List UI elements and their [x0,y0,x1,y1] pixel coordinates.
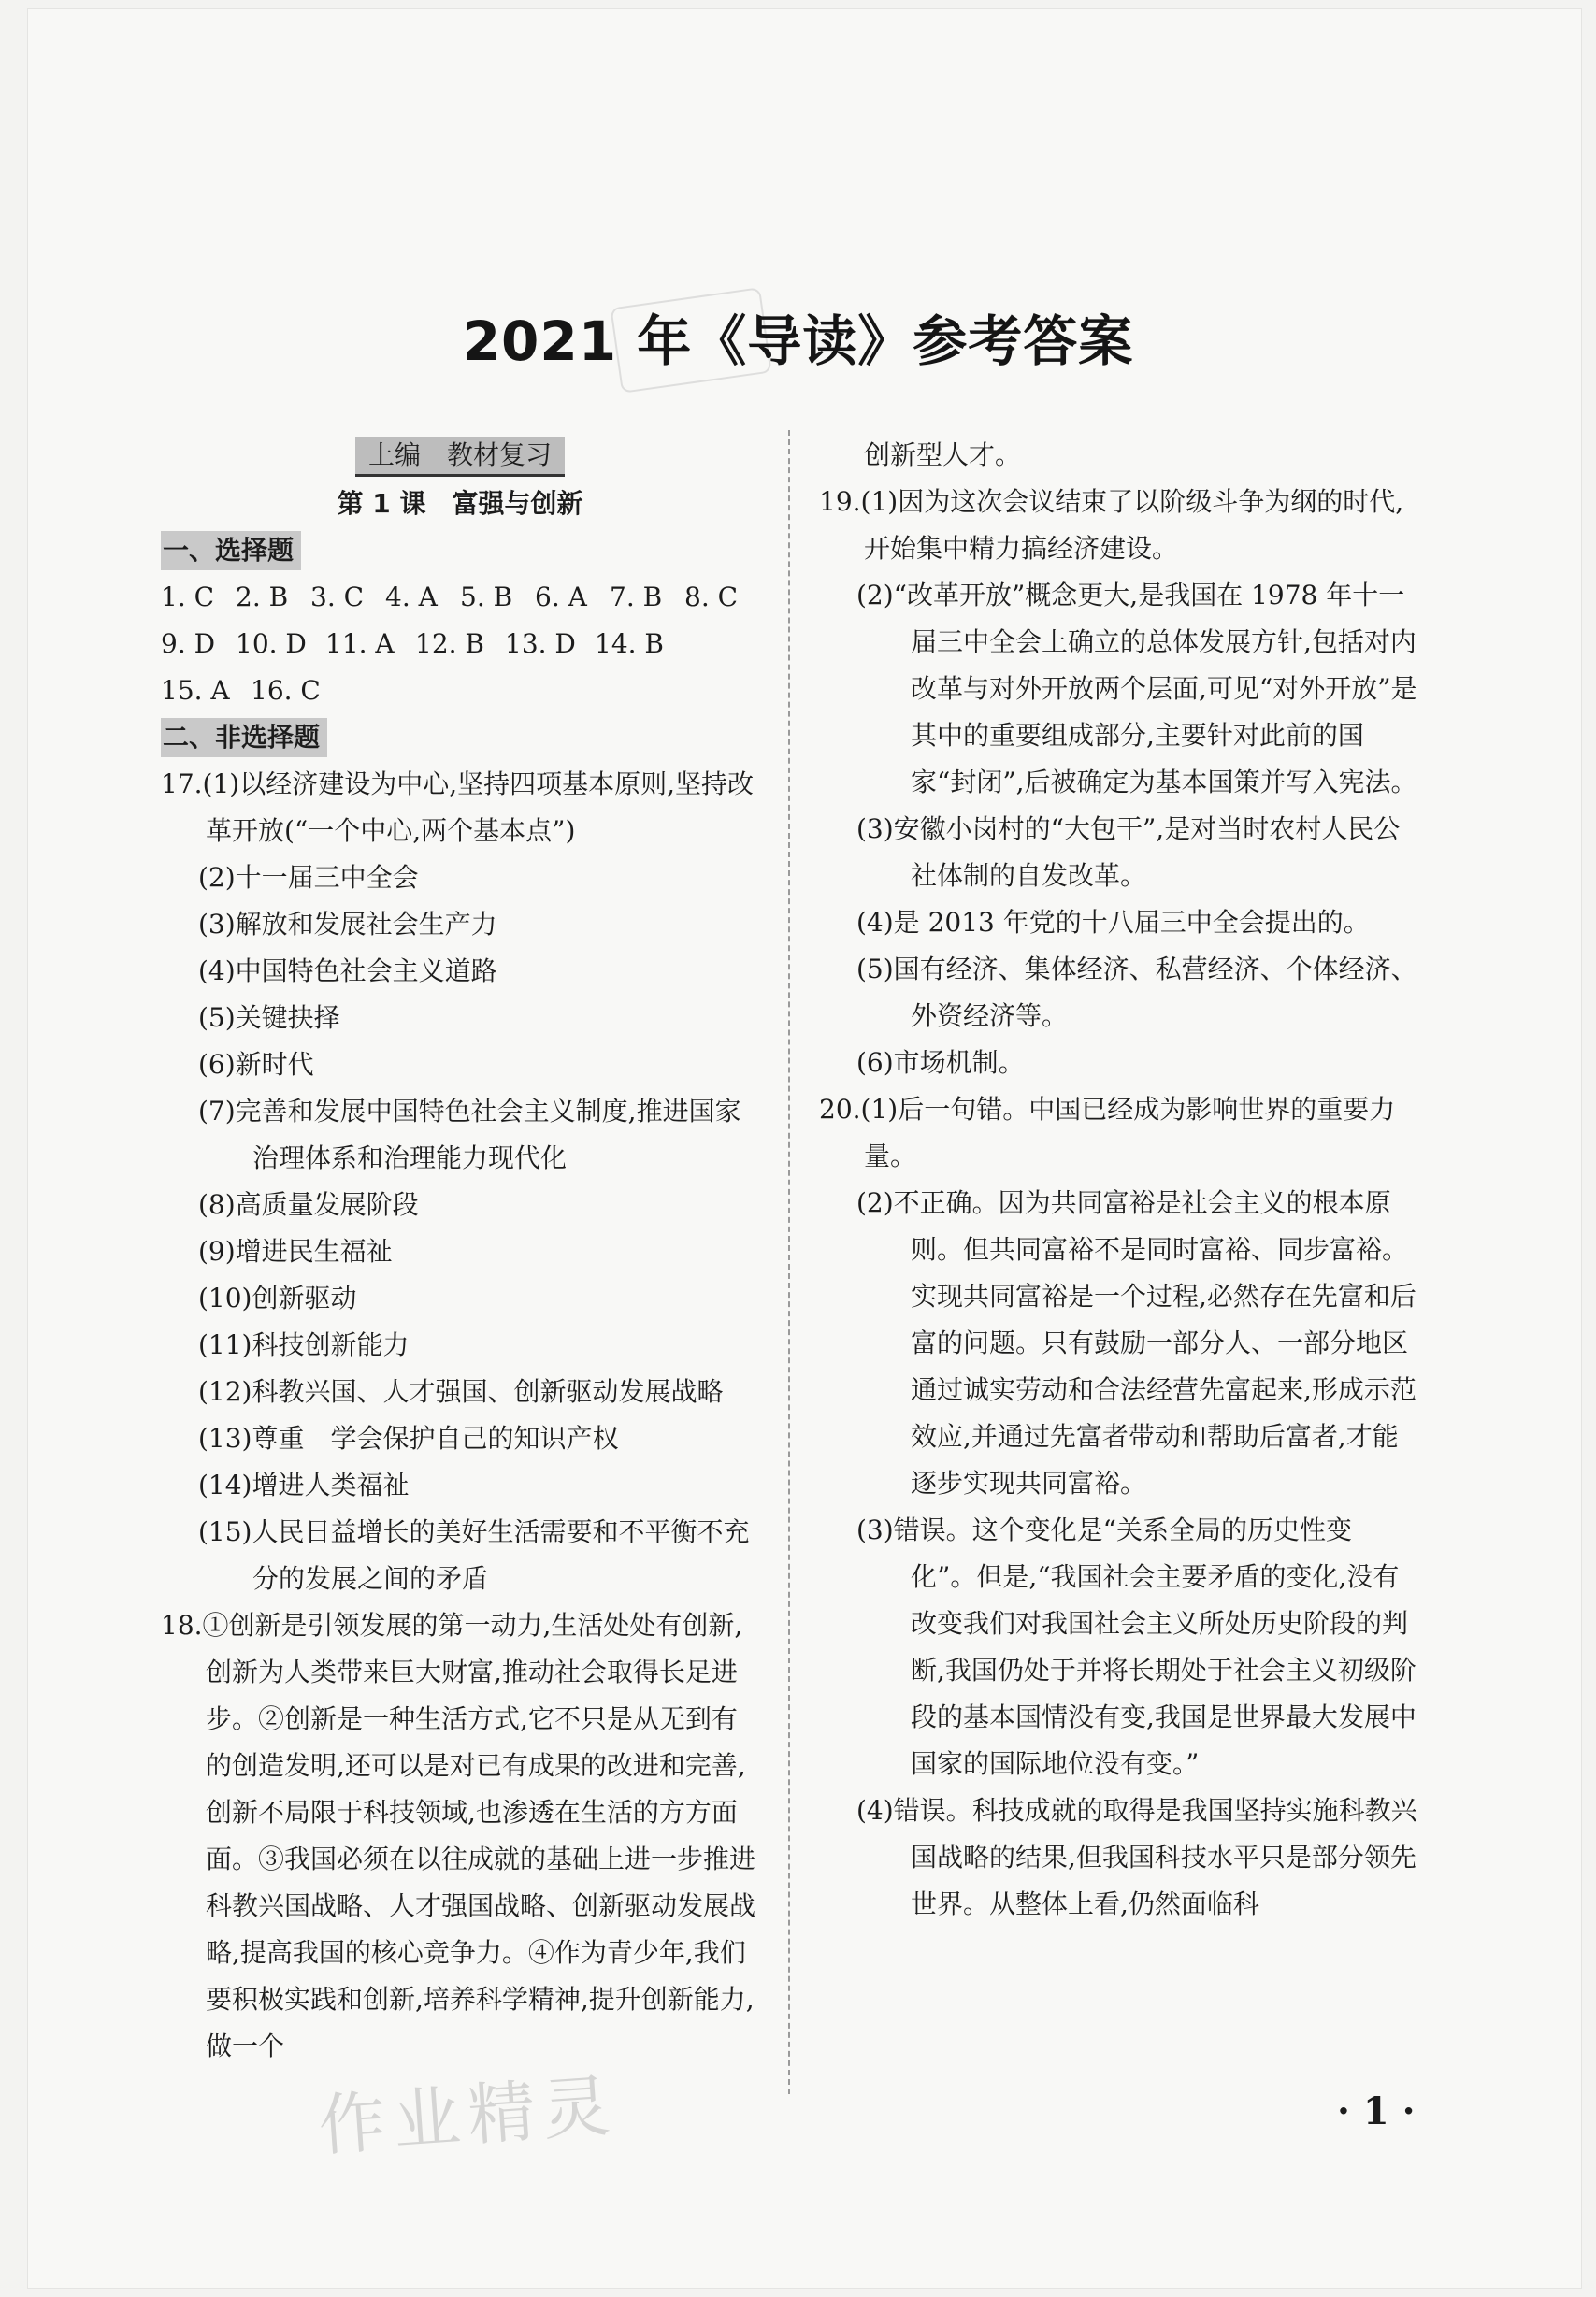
question-17 [161,761,759,1602]
question-19: 19.(1)因为这次会议结束了以阶级斗争为纲的时代,开始集中精力搞经济建设。 (2)“改革开放”概念更大,是我国在 1978 年十一届三中全会上确立的总体发展方针,包括对内改革与对外开放两个层面,可见“对外开放”是其中的重要组成部分,主要针对此前的国家“封闭”,后被确定为基本国策并写入宪法。 (3)安徽小岗村的“大包干”,是对当时农村人民公社体制的自发改革。 (4)是 2013 年党的十八届三中全会提出的。 (5)国有经济、集体经济、私营经济、个体经济、外资经济等。 (6)市场机制。 [819,479,1417,1086]
answer-item: 13. D [505,628,576,659]
page-number: · 1 · [1337,2089,1416,2133]
q17-item: (3)解放和发展社会生产力 [198,909,497,940]
question-18: 18.①创新是引领发展的第一动力,生活处处有创新,创新为人类带来巨大财富,推动社会取得长足进步。②创新是一种生活方式,它不只是从无到有的创造发明,还可以是对已有成果的改进和完善,创新不局限于科技领域,也渗透在生活的方方面面。③我国必须在以往成就的基础上进一步推进科教兴国战略、人才强国战略、创新驱动发展战略,提高我国的核心竞争力。④作为青少年,我们要积极实践和创新,培养科学精神,提升创新能力,做一个 [161,1610,756,2061]
answer-item: 12. B [415,628,485,659]
q20-item: (4)错误。科技成就的取得是我国坚持实施科教兴国战略的结果,但我国科技水平只是部分领先世界。从整体上看,仍然面临科 [856,1795,1417,1919]
category-nonchoice: 二、非选择题 [161,718,327,757]
answer-item: 16. C [251,675,321,706]
answer-item: 5. B [460,581,513,612]
answer-item: 2. B [236,581,289,612]
category-choice: 一、选择题 [161,531,301,570]
q19-item: (6)市场机制。 [856,1047,1025,1078]
q18-continuation: 创新型人才。 [864,439,1022,470]
q17-item: (11)科技创新能力 [198,1329,410,1360]
answer-item: 10. D [236,628,307,659]
q17-item: (7)完善和发展中国特色社会主义制度,推进国家治理体系和治理能力现代化 [198,1096,741,1173]
column-divider [788,430,790,2094]
lesson-heading: 第 1 课 富强与创新 [337,488,583,519]
choice-answers [161,574,759,714]
q17-item: (15)人民日益增长的美好生活需要和不平衡不充分的发展之间的矛盾 [198,1516,750,1594]
q17-line-1: 17.(1)以经济建设为中心,坚持四项基本原则,坚持改革开放(“一个中心,两个基本点”) [161,768,754,846]
answer-item: 9. D [161,628,216,659]
section-heading: 上编 教材复习 [161,432,759,479]
answer-item: 3. C [310,581,365,612]
answer-item: 8. C [684,581,739,612]
q17-item: (5)关键抉择 [198,1002,340,1033]
answer-item: 7. B [610,581,663,612]
q19-item: (4)是 2013 年党的十八届三中全会提出的。 [856,907,1370,938]
q17-item: (2)十一届三中全会 [198,862,419,893]
q17-item: (12)科教兴国、人才强国、创新驱动发展战略 [198,1376,724,1407]
answer-item: 4. A [385,581,438,612]
q19-item: (2)“改革开放”概念更大,是我国在 1978 年十一届三中全会上确立的总体发展方针,包括对内改革与对外开放两个层面,可见“对外开放”是其中的重要组成部分,主要针对此前的国家“封闭”,后被确定为基本国策并写入宪法。 [856,580,1417,797]
q17-item: (8)高质量发展阶段 [198,1189,419,1220]
answer-item: 14. B [595,628,665,659]
q20-item: (3)错误。这个变化是“关系全局的历史性变化”。但是,“我国社会主要矛盾的变化,没有改变我们对我国社会主义所处历史阶段的判断,我国仍处于并将长期处于社会主义初级阶段的基本国情没有变,我国是世界最大发展中国家的国际地位没有变。” [856,1515,1416,1779]
left-column [161,432,759,2070]
q17-item: (13)尊重 学会保护自己的知识产权 [198,1423,619,1454]
watermark: 作业精灵 [315,2065,620,2166]
q17-item: (9)增进民生福祉 [198,1236,393,1267]
answer-item: 11. A [325,628,395,659]
answer-item: 15. A [161,675,230,706]
answer-item: 1. C [161,581,215,612]
right-column [819,432,1417,1928]
q19-item: (3)安徽小岗村的“大包干”,是对当时农村人民公社体制的自发改革。 [856,813,1401,891]
q19-item: (5)国有经济、集体经济、私营经济、个体经济、外资经济等。 [856,954,1417,1031]
q20-item: (2)不正确。因为共同富裕是社会主义的根本原则。但共同富裕不是同时富裕、同步富裕。实现共同富裕是一个过程,必然存在先富和后富的问题。只有鼓励一部分人、一部分地区通过诚实劳动和合法经营先富起来,形成示范效应,并通过先富者带动和帮助后富者,才能逐步实现共同富裕。 [856,1187,1416,1499]
answer-item: 6. A [535,581,587,612]
page-title: 2021 年《导读》参考答案 [462,309,1134,373]
q17-item: (10)创新驱动 [198,1283,357,1314]
q17-item: (14)增进人类福祉 [198,1470,410,1500]
question-20: 20.(1)后一句错。中国已经成为影响世界的重要力量。 (2)不正确。因为共同富裕是社会主义的根本原则。但共同富裕不是同时富裕、同步富裕。实现共同富裕是一个过程,必然存在先富和后富的问题。只有鼓励一部分人、一部分地区通过诚实劳动和合法经营先富起来,形成示范效应,并通过先富者带动和帮助后富者,才能逐步实现共同富裕。 (3)错误。这个变化是“关系全局的历史性变化”。但是,“我国社会主要矛盾的变化,没有改变我们对我国社会主义所处历史阶段的判断,我国仍处于并将长期处于社会主义初级阶段的基本国情没有变,我国是世界最大发展中国家的国际地位没有变。” (4)错误。科技成就的取得是我国坚持实施科教兴国战略的结果,但我国科技水平只是部分领先世界。从整体上看,仍然面临科 [819,1086,1417,1928]
q17-item: (6)新时代 [198,1049,314,1080]
q17-item: (4)中国特色社会主义道路 [198,955,497,986]
